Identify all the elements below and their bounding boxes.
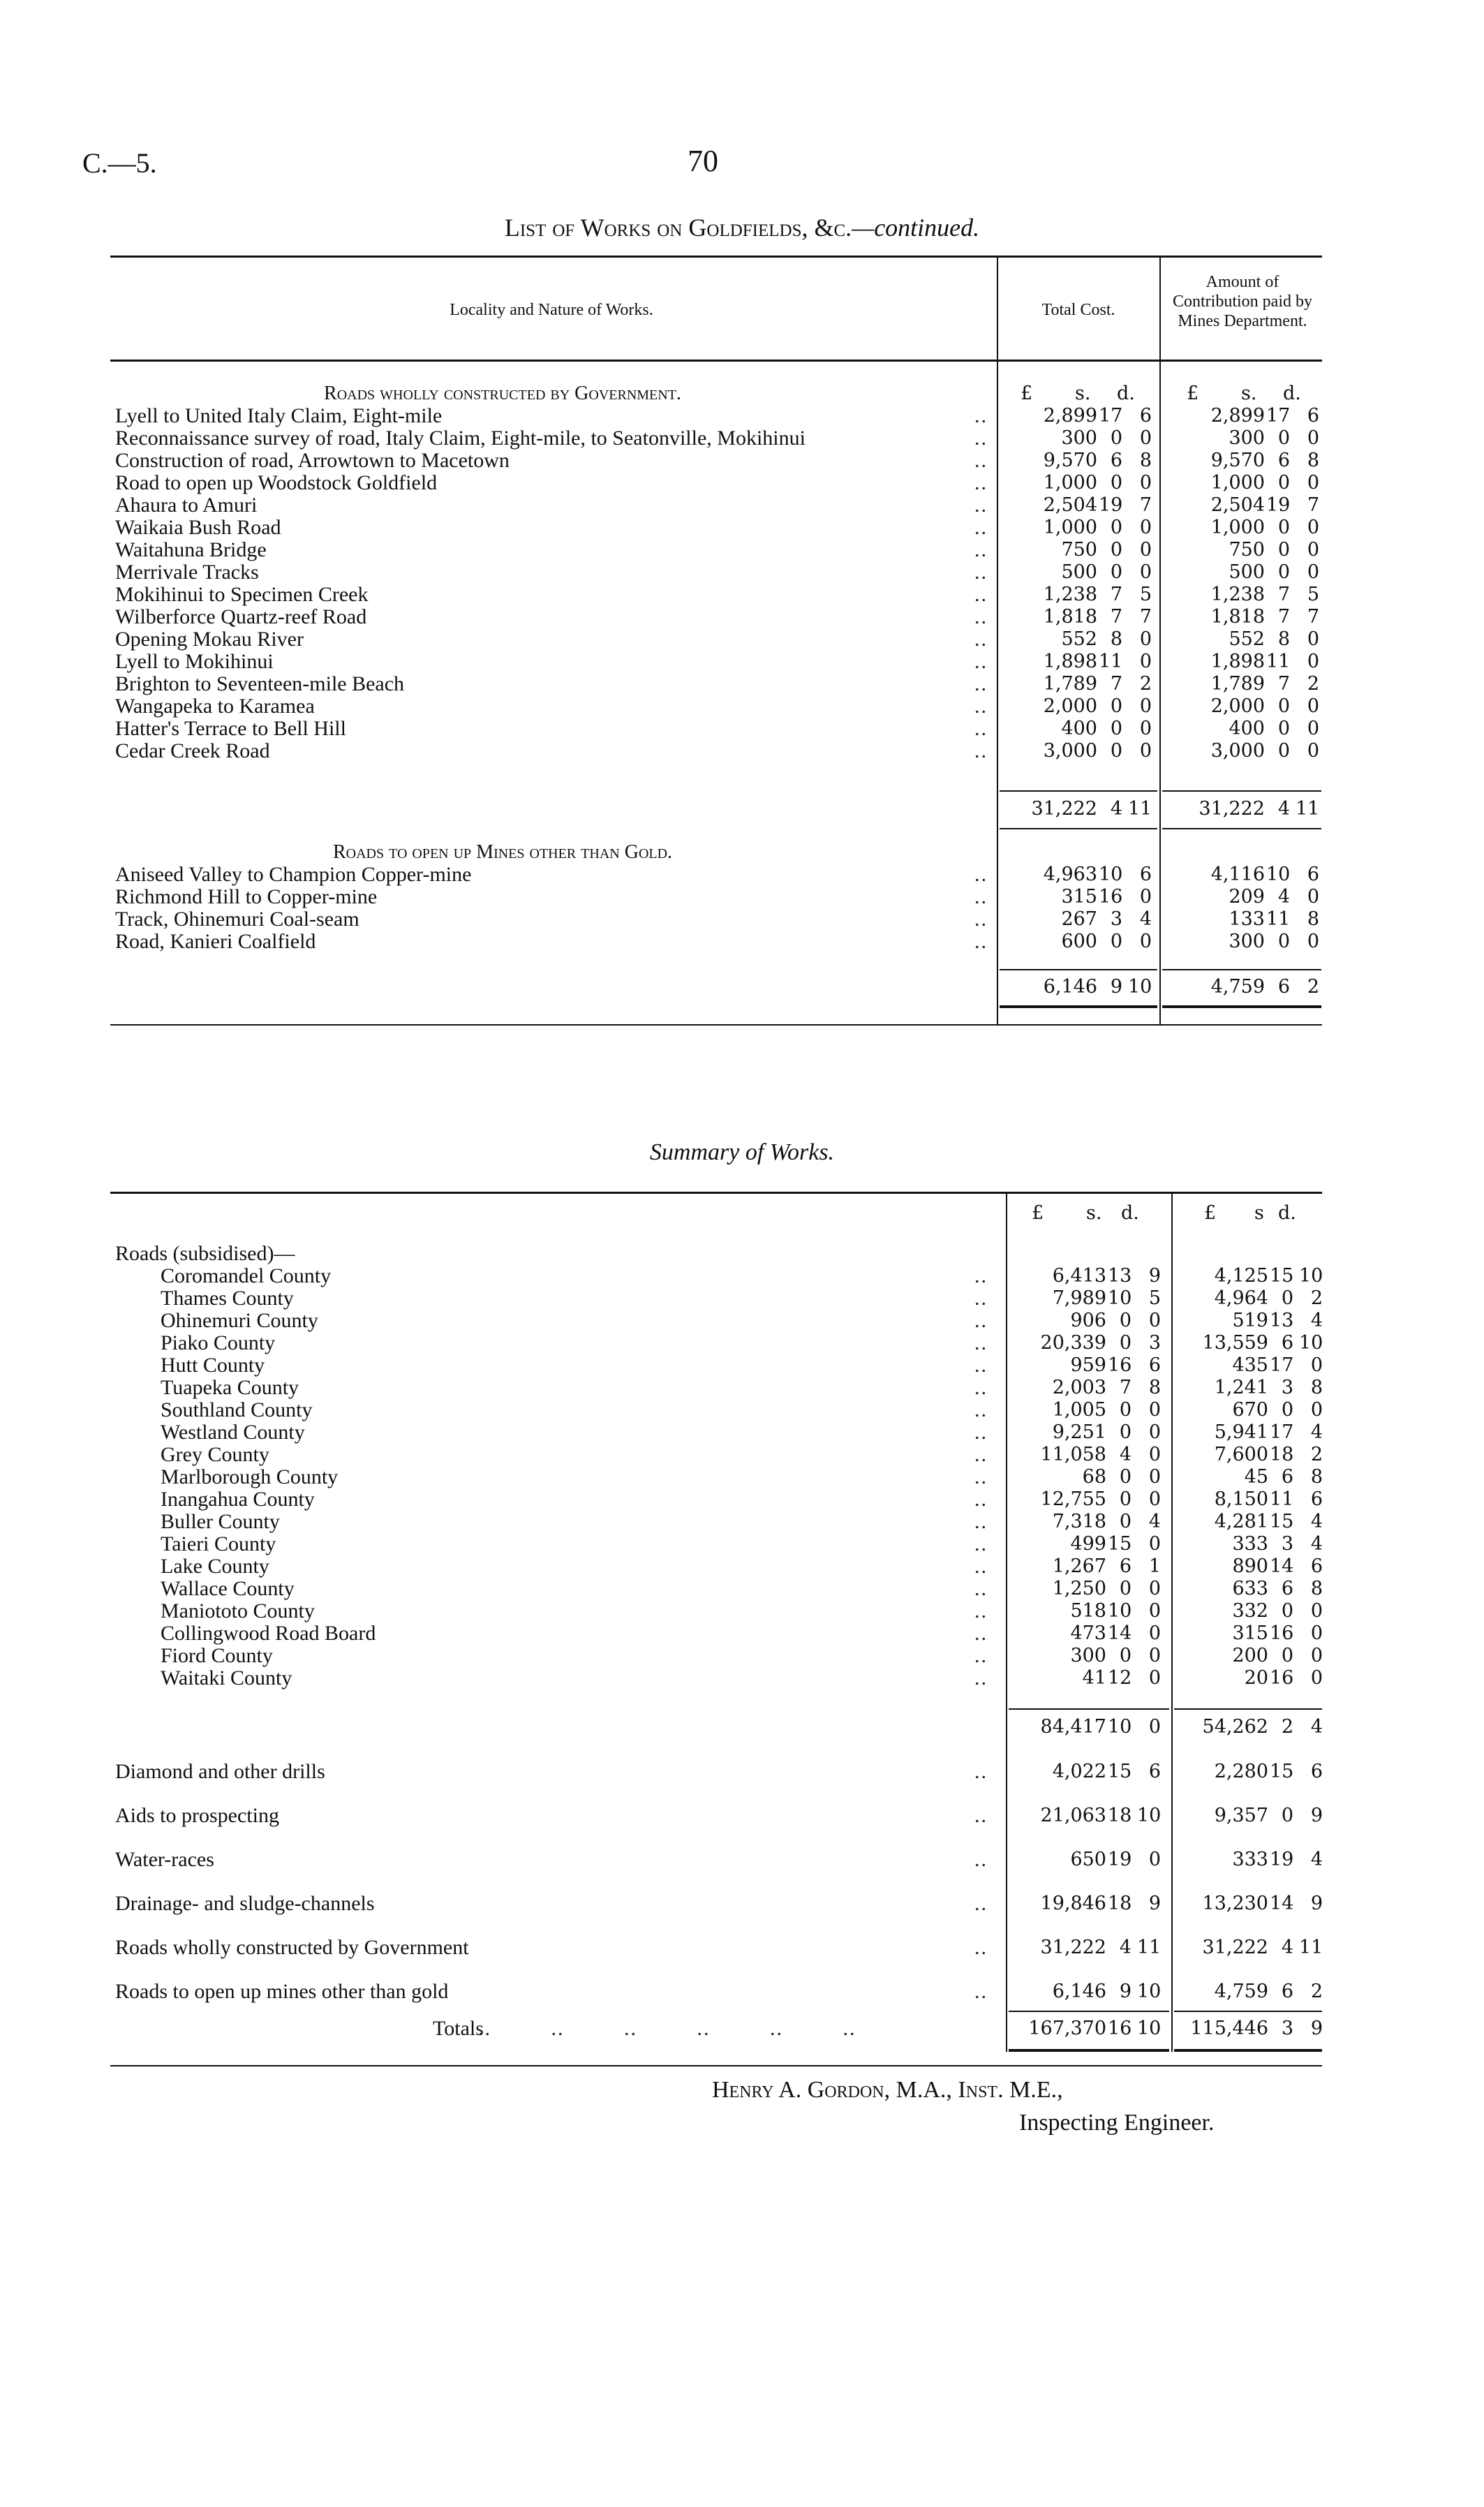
leader-dots: ..	[974, 1510, 988, 1533]
county-label: Inangahua County	[161, 1488, 315, 1511]
county-label: Buller County	[161, 1510, 280, 1533]
county-label: Southland County	[161, 1398, 313, 1421]
leader-dots: ..	[974, 471, 988, 494]
county-label: Marlborough County	[161, 1465, 339, 1488]
leader-dots: ..	[974, 538, 988, 561]
header-locality: Locality and Nature of Works.	[450, 301, 653, 319]
unit-pence: d.	[1278, 1202, 1296, 1224]
summary-label: Roads to open up mines other than gold	[115, 1980, 449, 2003]
summary-row: Water-races .. 650 19 0 333 19 4	[115, 1848, 1323, 1871]
county-row: Maniototo County .. 518 10 0 332 0 0	[161, 1599, 1323, 1622]
work-label: Merrivale Tracks	[115, 561, 259, 584]
leader-dots: ..	[974, 1848, 988, 1871]
leader-dots: ..	[974, 885, 988, 908]
leader-dots: ..	[974, 1760, 988, 1783]
table-bottom-rule	[110, 1024, 1322, 1026]
leader-dots: ..	[974, 404, 988, 427]
county-label: Thames County	[161, 1287, 294, 1310]
signature-title: Inspecting Engineer.	[1019, 2110, 1215, 2136]
leader-dots: ..	[974, 1804, 988, 1827]
work-label: Richmond Hill to Copper-mine	[115, 885, 378, 908]
county-label: Coromandel County	[161, 1264, 332, 1287]
table-row: Reconnaissance survey of road, Italy Claim, Eight-mile, to Seatonville, Mokihinui .. 300 0 0 300 0 0	[115, 427, 1319, 450]
county-label: Hutt County	[161, 1354, 265, 1377]
leader-dots: ..	[974, 1892, 988, 1915]
work-label: Hatter's Terrace to Bell Hill	[115, 717, 346, 740]
table-row: Brighton to Seventeen-mile Beach .. 1,789 7 2 1,789 7 2	[115, 672, 1319, 695]
county-label: Lake County	[161, 1555, 269, 1578]
leader-dots: ..	[974, 1488, 988, 1511]
work-label: Track, Ohinemuri Coal-seam	[115, 908, 359, 931]
leader-dots: ..	[974, 1936, 988, 1959]
summary-row: Roads to open up mines other than gold .. 6,146 9 10 4,759 6 2	[115, 1980, 1323, 2003]
leader-dots: ..	[974, 1331, 988, 1354]
leader-dots: ..	[974, 1980, 988, 2003]
subtotal-rule	[1174, 1708, 1322, 1710]
leader-dots: ..	[974, 1666, 988, 1689]
table-row: Lyell to United Italy Claim, Eight-mile .. 2,899 17 6 2,899 17 6	[115, 404, 1319, 427]
summary-label: Water-races	[115, 1848, 214, 1871]
work-label: Wangapeka to Karamea	[115, 695, 315, 718]
unit-shilling: s.	[1075, 383, 1091, 404]
work-label: Aniseed Valley to Champion Copper-mine	[115, 863, 472, 886]
work-label: Construction of road, Arrowtown to Macetown	[115, 449, 510, 472]
leader-dots: ..	[974, 561, 988, 584]
leader-dots: ..	[974, 583, 988, 606]
leader-dots: ..	[974, 449, 988, 472]
leader-dots: ..	[974, 1555, 988, 1578]
work-label: Waitahuna Bridge	[115, 538, 267, 561]
subtotal-rule	[1009, 1708, 1169, 1710]
work-label: Road to open up Woodstock Goldfield	[115, 471, 438, 494]
unit-pence: d.	[1117, 383, 1135, 404]
leader-dots: ..	[974, 494, 988, 517]
unit-shilling: s.	[1241, 383, 1257, 404]
county-label: Wallace County	[161, 1577, 295, 1600]
county-row: Southland County .. 1,005 0 0 670 0 0	[161, 1398, 1323, 1421]
header-contribution: Amount of Contribution paid by Mines Department.	[1173, 273, 1312, 330]
county-row: Hutt County .. 959 16 6 435 17 0	[161, 1354, 1323, 1377]
county-row: Collingwood Road Board .. 473 14 0 315 16 0	[161, 1622, 1323, 1645]
totals-label: Totals	[433, 2017, 484, 2040]
unit-pound: £	[1187, 383, 1199, 404]
table-row: Waikaia Bush Road .. 1,000 0 0 1,000 0 0	[115, 516, 1319, 539]
county-row: Wallace County .. 1,250 0 0 633 6 8	[161, 1577, 1323, 1600]
county-row: Ohinemuri County .. 906 0 0 519 13 4	[161, 1309, 1323, 1332]
leader-dots: ..	[974, 1287, 988, 1310]
summary-top-rule	[110, 1192, 1322, 1194]
double-rule	[1000, 1005, 1157, 1008]
leader-dots: ..	[974, 605, 988, 628]
unit-shilling: s	[1254, 1202, 1264, 1224]
county-row: Lake County .. 1,267 6 1 890 14 6	[161, 1555, 1323, 1578]
title-suffix: —continued.	[852, 214, 980, 242]
leader-dots: ..	[974, 1532, 988, 1555]
county-row: Coromandel County .. 6,413 13 9 4,125 15 10	[161, 1264, 1323, 1287]
work-label: Brighton to Seventeen-mile Beach	[115, 672, 405, 695]
county-label: Westland County	[161, 1421, 305, 1444]
table-row: Mokihinui to Specimen Creek .. 1,238 7 5 1,238 7 5	[115, 583, 1319, 606]
table-row: Wilberforce Quartz-reef Road .. 1,818 7 7 1,818 7 7	[115, 605, 1319, 628]
roads-subsidised-heading: Roads (subsidised)—	[115, 1242, 295, 1265]
section-total-row: 31,222 4 11 31,222 4 11	[1031, 798, 1320, 820]
leader-dots: ..	[974, 1622, 988, 1645]
header-total-cost: Total Cost.	[1041, 301, 1115, 319]
leader-dots: ..	[974, 427, 988, 450]
summary-title: Summary of Works.	[649, 1139, 835, 1165]
double-rule	[1009, 2049, 1169, 2052]
work-label: Reconnaissance survey of road, Italy Claim, Eight-mile, to Seatonville, Mokihinui	[115, 427, 806, 450]
totals-row: Totals .. .. .. .. .. .. 167,370 16 10 115,446 3 9	[433, 2017, 1323, 2040]
leader-dots: ..	[974, 1577, 988, 1600]
work-label: Opening Mokau River	[115, 628, 304, 651]
county-label: Fiord County	[161, 1644, 273, 1667]
leader-dots: ..	[974, 863, 988, 886]
table-row: Hatter's Terrace to Bell Hill .. 400 0 0 400 0 0	[115, 717, 1319, 740]
double-rule	[1162, 1005, 1321, 1008]
totals-rule	[1009, 2011, 1169, 2012]
summary-label: Roads wholly constructed by Government	[115, 1936, 469, 1959]
work-label: Waikaia Bush Road	[115, 516, 281, 539]
summary-row: Roads wholly constructed by Government .. 31,222 4 11 31,222 4 11	[115, 1936, 1323, 1959]
table-row: Road to open up Woodstock Goldfield .. 1,000 0 0 1,000 0 0	[115, 471, 1319, 494]
signature-name: Henry A. Gordon, M.A., Inst. M.E.,	[712, 2077, 1063, 2103]
county-row: Marlborough County .. 68 0 0 45 6 8	[161, 1465, 1323, 1488]
totals-rule	[1174, 2011, 1322, 2012]
document-code: C.—5.	[82, 147, 157, 179]
summary-label: Aids to prospecting	[115, 1804, 279, 1827]
table-row: Lyell to Mokihinui .. 1,898 11 0 1,898 11 0	[115, 650, 1319, 673]
subtotal-rule	[1000, 969, 1157, 970]
page-title	[0, 213, 1484, 242]
work-label: Cedar Creek Road	[115, 739, 270, 762]
leader-dots: ..	[974, 739, 988, 762]
table-row: Merrivale Tracks .. 500 0 0 500 0 0	[115, 561, 1319, 584]
leader-dots: ..	[974, 1376, 988, 1399]
table-row: Ahaura to Amuri .. 2,504 19 7 2,504 19 7	[115, 494, 1319, 517]
leader-dots: ..	[974, 628, 988, 651]
leader-dots: ..	[974, 717, 988, 740]
summary-row: Aids to prospecting .. 21,063 18 10 9,357 0 9	[115, 1804, 1323, 1827]
leader-dots: ..	[974, 650, 988, 673]
leader-dots: ..	[974, 1465, 988, 1488]
section-heading-government-roads: Roads wholly constructed by Government.	[324, 383, 681, 404]
total-rule	[1000, 828, 1157, 829]
leader-dots: ..	[974, 1354, 988, 1377]
page-number: 70	[688, 144, 718, 178]
subtotal-rule	[1162, 790, 1321, 792]
county-row: Grey County .. 11,058 4 0 7,600 18 2	[161, 1443, 1323, 1466]
summary-row: Drainage- and sludge-channels .. 19,846 18 9 13,230 14 9	[115, 1892, 1323, 1915]
table-row: Aniseed Valley to Champion Copper-mine .. 4,963 10 6 4,116 10 6	[115, 863, 1319, 886]
county-row: Fiord County .. 300 0 0 200 0 0	[161, 1644, 1323, 1667]
table-row: Waitahuna Bridge .. 750 0 0 750 0 0	[115, 538, 1319, 561]
leader-dots: ..	[974, 1398, 988, 1421]
leader-dots: ..	[974, 516, 988, 539]
subtotal-rule	[1162, 969, 1321, 970]
header-bottom-rule	[110, 360, 1322, 362]
summary-bottom-rule	[110, 2065, 1322, 2066]
county-row: Waitaki County .. 41 12 0 20 16 0	[161, 1666, 1323, 1689]
leader-dots: ..	[974, 930, 988, 953]
summary-label: Drainage- and sludge-channels	[115, 1892, 375, 1915]
work-label: Road, Kanieri Coalfield	[115, 930, 316, 953]
table-row: Track, Ohinemuri Coal-seam .. 267 3 4 133 11 8	[115, 908, 1319, 931]
county-label: Ohinemuri County	[161, 1309, 318, 1332]
leader-dots: ..	[974, 1443, 988, 1466]
leader-dots: ..	[974, 1421, 988, 1444]
work-label: Wilberforce Quartz-reef Road	[115, 605, 367, 628]
county-row: Inangahua County .. 12,755 0 0 8,150 11 6	[161, 1488, 1323, 1511]
county-row: Taieri County .. 499 15 0 333 3 4	[161, 1532, 1323, 1555]
table-row: Opening Mokau River .. 552 8 0 552 8 0	[115, 628, 1319, 651]
county-row: Piako County .. 20,339 0 3 13,559 6 10	[161, 1331, 1323, 1354]
table-top-rule	[110, 256, 1322, 258]
leader-dots: ..	[974, 1309, 988, 1332]
unit-pound: £	[1021, 383, 1033, 404]
summary-row: Diamond and other drills .. 4,022 15 6 2,280 15 6	[115, 1760, 1323, 1783]
work-label: Mokihinui to Specimen Creek	[115, 583, 369, 606]
table-row: Cedar Creek Road .. 3,000 0 0 3,000 0 0	[115, 739, 1319, 762]
unit-shilling: s.	[1086, 1202, 1102, 1224]
county-label: Grey County	[161, 1443, 269, 1466]
subtotal-rule	[1000, 790, 1157, 792]
leader-dots: ..	[974, 1644, 988, 1667]
county-row: Westland County .. 9,251 0 0 5,941 17 4	[161, 1421, 1323, 1444]
total-rule	[1162, 828, 1321, 829]
county-label: Piako County	[161, 1331, 276, 1354]
summary-label: Diamond and other drills	[115, 1760, 325, 1783]
unit-pence: d.	[1283, 383, 1301, 404]
county-label: Maniototo County	[161, 1599, 315, 1622]
leader-dots: ..	[974, 672, 988, 695]
county-label: Tuapeka County	[161, 1376, 299, 1399]
table-row: Construction of road, Arrowtown to Macetown .. 9,570 6 8 9,570 6 8	[115, 449, 1319, 472]
leader-dots: ..	[974, 695, 988, 718]
work-label: Ahaura to Amuri	[115, 494, 258, 517]
leader-dots: ..	[974, 1599, 988, 1622]
county-row: Buller County .. 7,318 0 4 4,281 15 4	[161, 1510, 1323, 1533]
table-row: Wangapeka to Karamea .. 2,000 0 0 2,000 0 0	[115, 695, 1319, 718]
county-label: Collingwood Road Board	[161, 1622, 376, 1645]
double-rule	[1174, 2049, 1322, 2052]
unit-pound: £	[1032, 1202, 1044, 1224]
leader-dots: ..	[974, 908, 988, 931]
table-row: Road, Kanieri Coalfield .. 600 0 0 300 0 0	[115, 930, 1319, 953]
table-row: Richmond Hill to Copper-mine .. 315 16 0 209 4 0	[115, 885, 1319, 908]
leader-dots: .. .. .. .. .. ..	[478, 2017, 856, 2040]
county-row: Thames County .. 7,989 10 5 4,964 0 2	[161, 1287, 1323, 1310]
county-label: Taieri County	[161, 1532, 276, 1555]
unit-pound: £	[1204, 1202, 1217, 1224]
roads-subtotal-row: 84,417 10 0 54,262 2 4	[1040, 1716, 1323, 1738]
section-total-row: 6,146 9 10 4,759 6 2	[1043, 976, 1319, 998]
leader-dots: ..	[974, 1264, 988, 1287]
section-heading-other-mines: Roads to open up Mines other than Gold.	[332, 841, 673, 863]
work-label: Lyell to Mokihinui	[115, 650, 274, 673]
county-row: Tuapeka County .. 2,003 7 8 1,241 3 8	[161, 1376, 1323, 1399]
title-main: List of Works on Goldfields, &c.	[504, 214, 852, 242]
county-label: Waitaki County	[161, 1666, 292, 1689]
work-label: Lyell to United Italy Claim, Eight-mile	[115, 404, 443, 427]
unit-pence: d.	[1121, 1202, 1139, 1224]
